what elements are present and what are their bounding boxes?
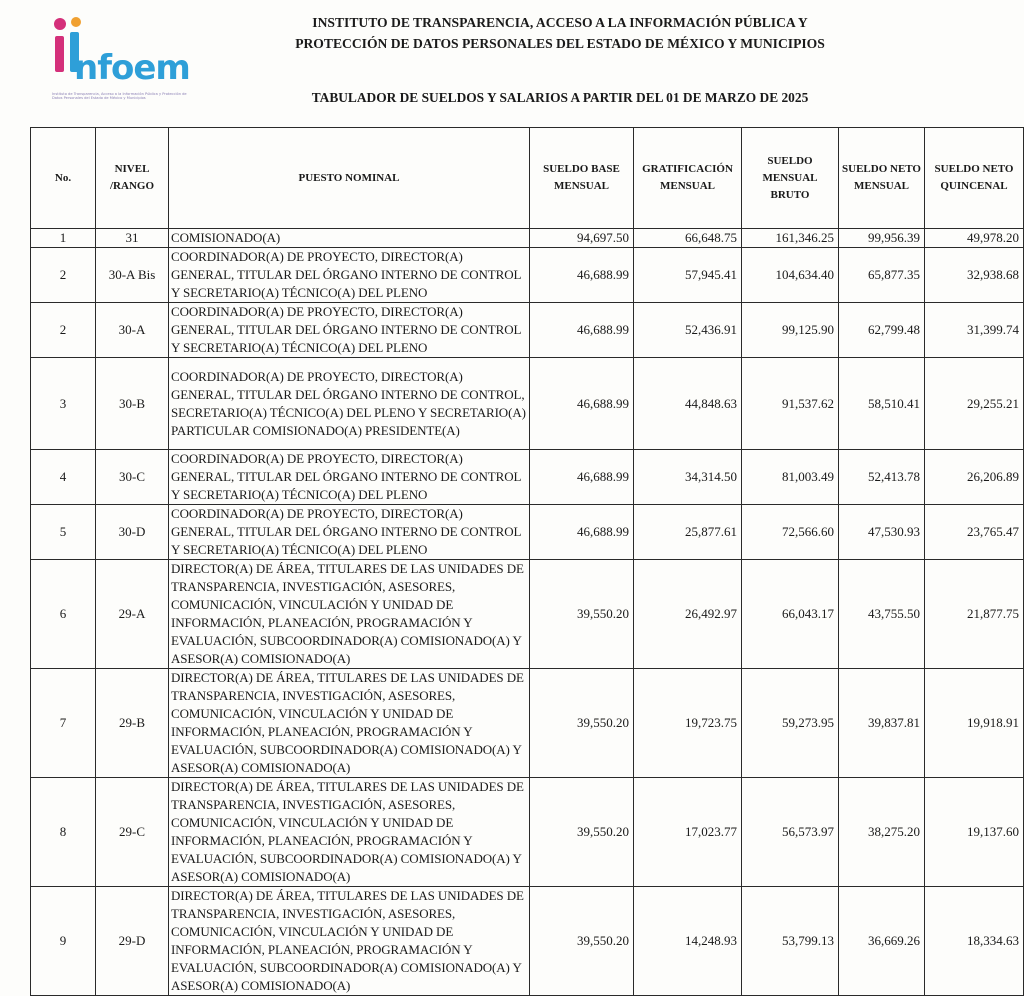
- cell-gratificacion: 19,723.75: [634, 669, 742, 778]
- cell-neto-quincenal: 21,877.75: [925, 560, 1024, 669]
- table-row: [31, 778, 1024, 887]
- cell-sueldo-base: 39,550.20: [530, 778, 634, 887]
- cell-neto-mensual: 43,755.50: [839, 560, 925, 669]
- cell-gratificacion: 44,848.63: [634, 358, 742, 450]
- cell-puesto: COORDINADOR(A) DE PROYECTO, DIRECTOR(A) GENERAL, TITULAR DEL ÓRGANO INTERNO DE CONTROL Y SECRETARIO(A) TÉCNICO(A) DEL PLENO: [169, 505, 530, 560]
- cell-neto-quincenal: 18,334.63: [925, 887, 1024, 996]
- cell-no: 5: [31, 505, 96, 560]
- cell-sueldo-base: 94,697.50: [530, 229, 634, 248]
- cell-gratificacion: 25,877.61: [634, 505, 742, 560]
- cell-puesto: COORDINADOR(A) DE PROYECTO, DIRECTOR(A) GENERAL, TITULAR DEL ÓRGANO INTERNO DE CONTROL, SECRETARIO(A) TÉCNICO(A) DEL PLENO Y SECRETARIO(A) PARTICULAR COMISIONADO(A) PRESIDENTE(A): [169, 358, 530, 450]
- cell-neto-mensual: 58,510.41: [839, 358, 925, 450]
- cell-sueldo-base: 39,550.20: [530, 887, 634, 996]
- document-title: TABULADOR DE SUELDOS Y SALARIOS A PARTIR DEL 01 DE MARZO DE 2025: [311, 90, 809, 105]
- cell-neto-quincenal: 49,978.20: [925, 229, 1024, 248]
- cell-gratificacion: 17,023.77: [634, 778, 742, 887]
- header-neto-mensual: SUELDO NETO MENSUAL: [839, 128, 925, 229]
- logo-fine-print: Instituto de Transparencia, Acceso a la Información Pública y Protección de Datos Personales del Estado de México y Municipios: [52, 92, 187, 100]
- cell-puesto: COMISIONADO(A): [169, 229, 530, 248]
- cell-nivel: 31: [96, 229, 169, 248]
- table-row: [31, 887, 1024, 996]
- cell-sueldo-base: 39,550.20: [530, 669, 634, 778]
- logo-wordmark: nfoem: [74, 48, 190, 88]
- salary-table: [30, 127, 1024, 996]
- table-row: [31, 560, 1024, 669]
- cell-no: 7: [31, 669, 96, 778]
- cell-sueldo-base: 39,550.20: [530, 560, 634, 669]
- cell-bruto: 161,346.25: [742, 229, 839, 248]
- cell-neto-quincenal: 26,206.89: [925, 450, 1024, 505]
- table-row: [31, 505, 1024, 560]
- cell-nivel: 30-D: [96, 505, 169, 560]
- cell-puesto: DIRECTOR(A) DE ÁREA, TITULARES DE LAS UNIDADES DE TRANSPARENCIA, INVESTIGACIÓN, ASESORES, COMUNICACIÓN, VINCULACIÓN Y UNIDAD DE INFORMACIÓN, PLANEACIÓN, PROGRAMACIÓN Y EVALUACIÓN, SUBCOORDINADOR(A) COMISIONADO(A) Y ASESOR(A) COMISIONADO(A): [169, 887, 530, 996]
- cell-sueldo-base: 46,688.99: [530, 248, 634, 303]
- cell-puesto: COORDINADOR(A) DE PROYECTO, DIRECTOR(A) GENERAL, TITULAR DEL ÓRGANO INTERNO DE CONTROL Y SECRETARIO(A) TÉCNICO(A) DEL PLENO: [169, 248, 530, 303]
- cell-sueldo-base: 46,688.99: [530, 303, 634, 358]
- cell-gratificacion: 57,945.41: [634, 248, 742, 303]
- cell-bruto: 59,273.95: [742, 669, 839, 778]
- cell-no: 6: [31, 560, 96, 669]
- cell-nivel: 30-A Bis: [96, 248, 169, 303]
- header-nivel: NIVEL /RANGO: [96, 128, 169, 229]
- cell-neto-mensual: 47,530.93: [839, 505, 925, 560]
- cell-bruto: 72,566.60: [742, 505, 839, 560]
- table-row: [31, 450, 1024, 505]
- cell-puesto: DIRECTOR(A) DE ÁREA, TITULARES DE LAS UNIDADES DE TRANSPARENCIA, INVESTIGACIÓN, ASESORES, COMUNICACIÓN, VINCULACIÓN Y UNIDAD DE INFORMACIÓN, PLANEACIÓN, PROGRAMACIÓN Y EVALUACIÓN, SUBCOORDINADOR(A) COMISIONADO(A) Y ASESOR(A) COMISIONADO(A): [169, 778, 530, 887]
- institute-title-line2: PROTECCIÓN DE DATOS PERSONALES DEL ESTADO DE MÉXICO Y MUNICIPIOS: [295, 36, 825, 51]
- cell-puesto: COORDINADOR(A) DE PROYECTO, DIRECTOR(A) GENERAL, TITULAR DEL ÓRGANO INTERNO DE CONTROL Y SECRETARIO(A) TÉCNICO(A) DEL PLENO: [169, 303, 530, 358]
- cell-bruto: 91,537.62: [742, 358, 839, 450]
- table-row: [31, 248, 1024, 303]
- cell-bruto: 99,125.90: [742, 303, 839, 358]
- document-header: [0, 0, 1024, 120]
- cell-neto-mensual: 52,413.78: [839, 450, 925, 505]
- cell-nivel: 29-B: [96, 669, 169, 778]
- cell-neto-mensual: 36,669.26: [839, 887, 925, 996]
- cell-neto-mensual: 99,956.39: [839, 229, 925, 248]
- cell-neto-quincenal: 19,918.91: [925, 669, 1024, 778]
- header-puesto: PUESTO NOMINAL: [169, 128, 530, 229]
- cell-gratificacion: 66,648.75: [634, 229, 742, 248]
- header-gratificacion: GRATIFICACIÓN MENSUAL: [634, 128, 742, 229]
- cell-no: 1: [31, 229, 96, 248]
- cell-sueldo-base: 46,688.99: [530, 505, 634, 560]
- cell-no: 8: [31, 778, 96, 887]
- institute-title-line1: INSTITUTO DE TRANSPARENCIA, ACCESO A LA INFORMACIÓN PÚBLICA Y: [312, 15, 808, 30]
- table-row: [31, 303, 1024, 358]
- cell-neto-mensual: 39,837.81: [839, 669, 925, 778]
- cell-bruto: 81,003.49: [742, 450, 839, 505]
- cell-nivel: 29-C: [96, 778, 169, 887]
- cell-sueldo-base: 46,688.99: [530, 450, 634, 505]
- cell-sueldo-base: 46,688.99: [530, 358, 634, 450]
- cell-bruto: 53,799.13: [742, 887, 839, 996]
- cell-no: 2: [31, 303, 96, 358]
- cell-nivel: 30-A: [96, 303, 169, 358]
- cell-gratificacion: 52,436.91: [634, 303, 742, 358]
- cell-bruto: 66,043.17: [742, 560, 839, 669]
- header-neto-quincenal: SUELDO NETO QUINCENAL: [925, 128, 1024, 229]
- cell-neto-mensual: 38,275.20: [839, 778, 925, 887]
- cell-nivel: 29-D: [96, 887, 169, 996]
- infoem-logo: [52, 14, 192, 100]
- cell-neto-quincenal: 23,765.47: [925, 505, 1024, 560]
- cell-neto-mensual: 65,877.35: [839, 248, 925, 303]
- cell-nivel: 30-B: [96, 358, 169, 450]
- table-row: [31, 229, 1024, 248]
- cell-gratificacion: 26,492.97: [634, 560, 742, 669]
- cell-bruto: 104,634.40: [742, 248, 839, 303]
- institute-title: [240, 12, 880, 54]
- cell-no: 3: [31, 358, 96, 450]
- cell-neto-quincenal: 32,938.68: [925, 248, 1024, 303]
- cell-neto-quincenal: 19,137.60: [925, 778, 1024, 887]
- table-row: [31, 358, 1024, 450]
- header-no: No.: [31, 128, 96, 229]
- cell-gratificacion: 34,314.50: [634, 450, 742, 505]
- cell-gratificacion: 14,248.93: [634, 887, 742, 996]
- table-header-row: [31, 128, 1024, 229]
- cell-no: 9: [31, 887, 96, 996]
- cell-puesto: DIRECTOR(A) DE ÁREA, TITULARES DE LAS UNIDADES DE TRANSPARENCIA, INVESTIGACIÓN, ASESORES, COMUNICACIÓN, VINCULACIÓN Y UNIDAD DE INFORMACIÓN, PLANEACIÓN, PROGRAMACIÓN Y EVALUACIÓN, SUBCOORDINADOR(A) COMISIONADO(A) Y ASESOR(A) COMISIONADO(A): [169, 560, 530, 669]
- table-row: [31, 669, 1024, 778]
- cell-nivel: 29-A: [96, 560, 169, 669]
- cell-no: 2: [31, 248, 96, 303]
- cell-puesto: COORDINADOR(A) DE PROYECTO, DIRECTOR(A) GENERAL, TITULAR DEL ÓRGANO INTERNO DE CONTROL Y SECRETARIO(A) TÉCNICO(A) DEL PLENO: [169, 450, 530, 505]
- cell-neto-quincenal: 31,399.74: [925, 303, 1024, 358]
- cell-neto-quincenal: 29,255.21: [925, 358, 1024, 450]
- header-sueldo-base: SUELDO BASE MENSUAL: [530, 128, 634, 229]
- header-bruto: SUELDO MENSUAL BRUTO: [742, 128, 839, 229]
- cell-neto-mensual: 62,799.48: [839, 303, 925, 358]
- cell-nivel: 30-C: [96, 450, 169, 505]
- cell-puesto: DIRECTOR(A) DE ÁREA, TITULARES DE LAS UNIDADES DE TRANSPARENCIA, INVESTIGACIÓN, ASESORES, COMUNICACIÓN, VINCULACIÓN Y UNIDAD DE INFORMACIÓN, PLANEACIÓN, PROGRAMACIÓN Y EVALUACIÓN, SUBCOORDINADOR(A) COMISIONADO(A) Y ASESOR(A) COMISIONADO(A): [169, 669, 530, 778]
- cell-no: 4: [31, 450, 96, 505]
- cell-bruto: 56,573.97: [742, 778, 839, 887]
